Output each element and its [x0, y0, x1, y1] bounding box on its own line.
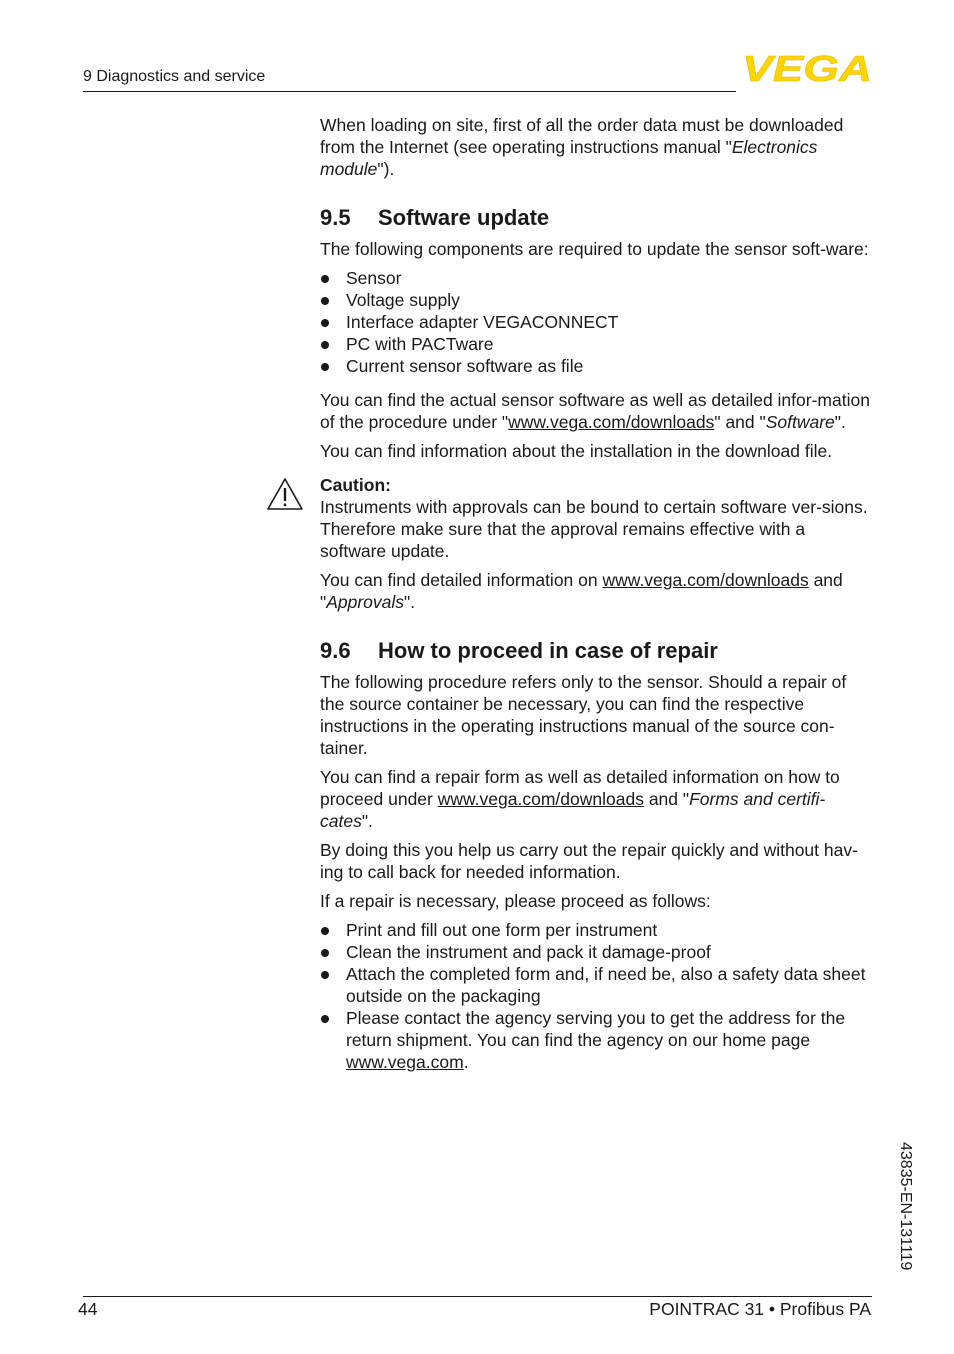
list-item: Print and fill out one form per instrument: [320, 919, 872, 941]
header-rule: [83, 91, 736, 92]
running-header: 9 Diagnostics and service: [83, 68, 266, 85]
repair-steps-list: [320, 919, 872, 1073]
main-content: [320, 114, 872, 1085]
downloads-link[interactable]: www.vega.com/downloads: [602, 570, 809, 590]
components-list: [320, 267, 872, 377]
paragraph: You can find a repair form as well as detailed information on how to proceed under www.vega.com/downloads and "Forms and certifi-cates".: [320, 767, 840, 831]
document-code: 43835-EN-131119: [897, 1142, 914, 1271]
downloads-link[interactable]: www.vega.com/downloads: [437, 789, 644, 809]
section-heading-repair: 9.6 How to proceed in case of repair: [320, 638, 718, 663]
paragraph: You can find the actual sensor software as well as detailed infor-mation of the procedure under "www.vega.com/downloads" and "Software".: [320, 390, 870, 432]
paragraph: The following components are required to update the sensor soft-ware:: [320, 239, 869, 259]
page-number: 44: [78, 1299, 98, 1319]
downloads-link[interactable]: www.vega.com/downloads: [508, 412, 715, 432]
list-item: Voltage supply: [320, 289, 872, 311]
caution-title: Caution:: [320, 475, 391, 495]
footer-rule: [83, 1296, 872, 1297]
intro-paragraph: When loading on site, first of all the order data must be downloaded from the Internet (see operating instructions manual "Electronics module").: [320, 115, 844, 179]
caution-text: Instruments with approvals can be bound to certain software ver-sions. Therefore make sure that the approval remains effective with a software update.: [320, 497, 868, 561]
list-item: Please contact the agency serving you to get the address for the return shipment. You can find the agency on our home page www.vega.com.: [320, 1007, 872, 1073]
paragraph: You can find information about the installation in the download file.: [320, 441, 833, 461]
list-item: Current sensor software as file: [320, 355, 872, 377]
list-item: Clean the instrument and pack it damage-proof: [320, 941, 872, 963]
product-name: POINTRAC 31 • Profibus PA: [649, 1299, 871, 1319]
paragraph: The following procedure refers only to the sensor. Should a repair of the source container be necessary, you can find the respective instructions in the operating instructions manual of the source con-tainer.: [320, 672, 847, 758]
warning-triangle-icon: [266, 477, 304, 511]
list-item: Sensor: [320, 267, 872, 289]
vega-logo: [741, 53, 873, 83]
list-item: PC with PACTware: [320, 333, 872, 355]
paragraph: If a repair is necessary, please proceed as follows:: [320, 891, 711, 911]
section-heading-software-update: 9.5 Software update: [320, 205, 550, 230]
list-item: Interface adapter VEGACONNECT: [320, 311, 872, 333]
list-item: Attach the completed form and, if need be, also a safety data sheet outside on the packaging: [320, 963, 872, 1007]
paragraph: You can find detailed information on www.vega.com/downloads and "Approvals".: [320, 570, 843, 612]
vega-logo-text: VEGA: [742, 53, 872, 83]
paragraph: By doing this you help us carry out the repair quickly and without hav-ing to call back for needed information.: [320, 840, 858, 882]
vega-home-link[interactable]: www.vega.com: [346, 1052, 464, 1072]
caution-block: [320, 474, 872, 562]
